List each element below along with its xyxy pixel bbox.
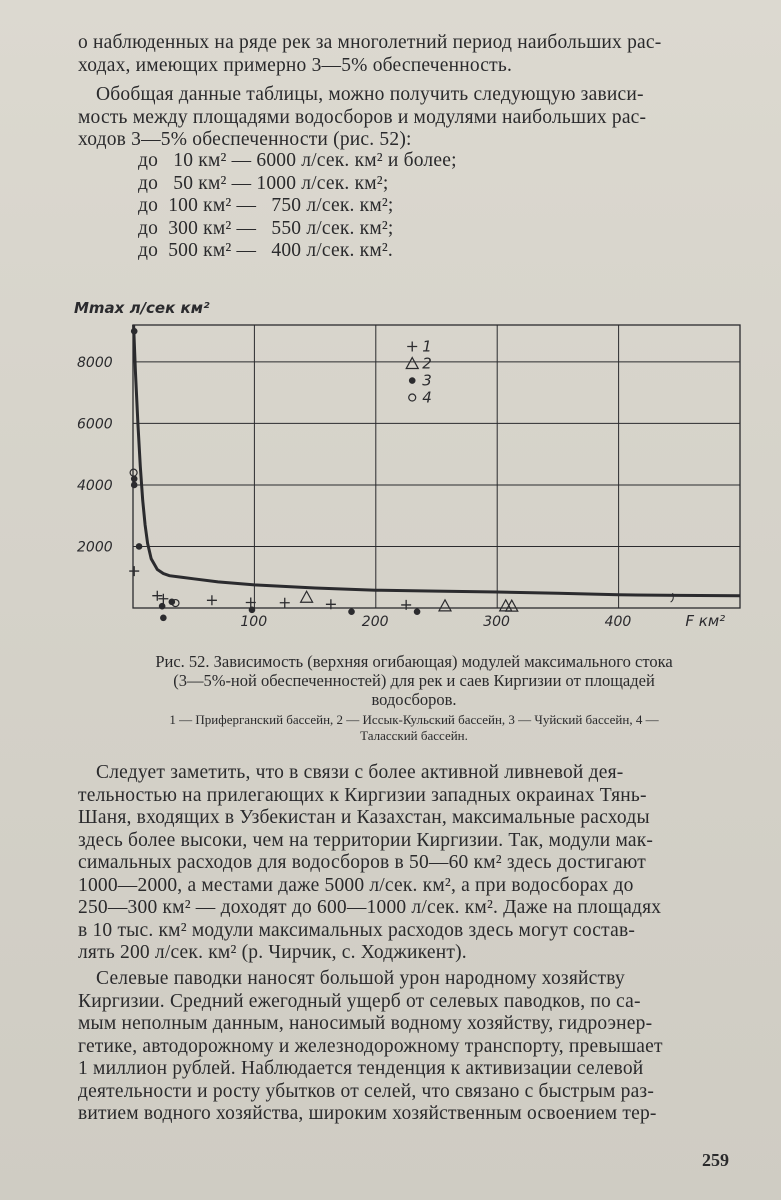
list-item: до 300 км² — 550 л/сек. км²; bbox=[138, 217, 394, 239]
text-line: о наблюденных на ряде рек за многолетний период наибольших рас- bbox=[78, 32, 662, 53]
text-line: Селевые паводки наносят большой урон народному хозяйству bbox=[96, 968, 625, 989]
data-point-dot bbox=[348, 608, 355, 615]
intro-paragraph bbox=[78, 32, 748, 77]
text-line: в 10 тыс. км² модули максимальных расходов здесь могут состав- bbox=[78, 919, 636, 941]
list-item: до 50 км² — 1000 л/сек. км²; bbox=[138, 172, 389, 194]
text-line: ходов 3—5% обеспеченности (рис. 52): bbox=[78, 129, 412, 150]
x-tick-label: 100 bbox=[240, 614, 268, 630]
legend-label: 2 bbox=[422, 354, 432, 373]
text-line: симальных расходов для водосборов в 50—60 км² здесь достигают bbox=[78, 852, 647, 873]
x-axis-label: F км² bbox=[685, 612, 726, 630]
data-point-dot bbox=[131, 482, 138, 489]
data-point-dot bbox=[136, 543, 143, 550]
data-point-plus bbox=[129, 566, 139, 576]
x-tick-label: 200 bbox=[361, 614, 389, 630]
y-tick-label: 2000 bbox=[77, 539, 113, 556]
plot-frame bbox=[133, 325, 740, 608]
data-point-triangle bbox=[439, 600, 451, 611]
data-point-plus bbox=[207, 595, 217, 605]
figure-52 bbox=[60, 285, 760, 645]
text-line: гетике, автодорожному и железнодорожному транспорту, превышает bbox=[78, 1035, 663, 1057]
list-item: до 100 км² — 750 л/сек. км²; bbox=[138, 195, 394, 216]
y-tick-label: 8000 bbox=[77, 354, 113, 371]
list-item: до 10 км² — 6000 л/сек. км² и более; bbox=[138, 150, 457, 171]
data-point-triangle bbox=[301, 591, 313, 602]
legend-data-point-triangle bbox=[406, 358, 418, 369]
data-point-dot bbox=[159, 603, 166, 610]
x-tick-label: 300 bbox=[483, 614, 510, 630]
text-line: 1000—2000, а местами даже 5000 л/сек. км², а при водосборах до bbox=[78, 874, 634, 896]
data-point-plus bbox=[280, 598, 290, 608]
data-point-triangle bbox=[500, 600, 512, 611]
text-line: деятельности и росту убытков от селей, что связано с быстрым раз- bbox=[78, 1080, 655, 1102]
text-line: ходах, имеющих примерно 3—5% обеспеченность. bbox=[78, 54, 513, 76]
page-number: 259 bbox=[702, 1150, 729, 1170]
text-line: мость между площадями водосборов и модулями наибольших рас- bbox=[78, 106, 647, 128]
text-line: здесь более высоки, чем на территории Киргизии. Так, модули мак- bbox=[78, 829, 654, 851]
text-line: Обобщая данные таблицы, можно получить следующую зависи- bbox=[96, 84, 644, 105]
text-line: мым неполным данным, наносимый водному хозяйству, гидроэнер- bbox=[78, 1013, 653, 1034]
data-point-dot bbox=[414, 608, 421, 615]
data-point-dot bbox=[249, 607, 256, 614]
paragraph-1 bbox=[78, 762, 748, 965]
text-line: Киргизии. Средний ежегодный ущерб от селевых паводков, по са- bbox=[78, 990, 641, 1012]
text-line: 250—300 км² — доходят до 600—1000 л/сек. км². Даже на площадях bbox=[78, 897, 662, 918]
figure-legend-text bbox=[78, 712, 750, 744]
y-axis-label: Mmax л/сек км² bbox=[74, 299, 210, 317]
caption-legend-line: Таласский бассейн. bbox=[360, 728, 468, 743]
list-item: до 500 км² — 400 л/сек. км². bbox=[138, 240, 393, 261]
legend-data-point-circle bbox=[409, 394, 416, 401]
y-tick-label: 6000 bbox=[77, 416, 113, 433]
legend-label: 1 bbox=[422, 337, 432, 356]
x-tick-label: 400 bbox=[604, 614, 632, 630]
y-tick-label: 4000 bbox=[77, 477, 113, 494]
caption-line: Рис. 52. Зависимость (верхняя огибающая) модулей максимального стока bbox=[155, 652, 673, 671]
data-point-triangle bbox=[506, 600, 518, 611]
envelope-curve bbox=[134, 325, 740, 596]
text-line: Шаня, входящих в Узбекистан и Казахстан, максимальные расходы bbox=[78, 807, 650, 828]
legend-label: 4 bbox=[422, 388, 432, 407]
summary-paragraph bbox=[78, 84, 748, 152]
text-line: лять 200 л/сек. км² (р. Чирчик, с. Ходжикент). bbox=[78, 942, 467, 963]
legend-data-point-plus bbox=[407, 342, 417, 352]
caption-line: (3—5%-ной обеспеченностей) для рек и саев Киргизии от площадей bbox=[173, 671, 655, 690]
chart-svg bbox=[60, 285, 760, 645]
data-point-dot bbox=[160, 615, 167, 622]
caption-legend-line: 1 — Приферганский бассейн, 2 — Иссык-Кульский бассейн, 3 — Чуйский бассейн, 4 — bbox=[169, 712, 659, 727]
area-module-list bbox=[138, 150, 457, 263]
caption-line: водосборов. bbox=[371, 690, 457, 709]
data-point-dot bbox=[131, 328, 138, 335]
legend-data-point-dot bbox=[409, 377, 416, 384]
legend-label: 3 bbox=[422, 371, 432, 390]
text-line: витием водного хозяйства, широким хозяйственным освоением тер- bbox=[78, 1103, 657, 1124]
text-line: 1 миллион рублей. Наблюдается тенденция к активизации селевой bbox=[78, 1058, 644, 1079]
text-line: Следует заметить, что в связи с более активной ливневой дея- bbox=[96, 762, 624, 783]
figure-caption bbox=[78, 652, 750, 709]
paragraph-2 bbox=[78, 968, 748, 1126]
text-line: тельностью на прилегающих к Киргизии западных окраинах Тянь- bbox=[78, 784, 647, 806]
